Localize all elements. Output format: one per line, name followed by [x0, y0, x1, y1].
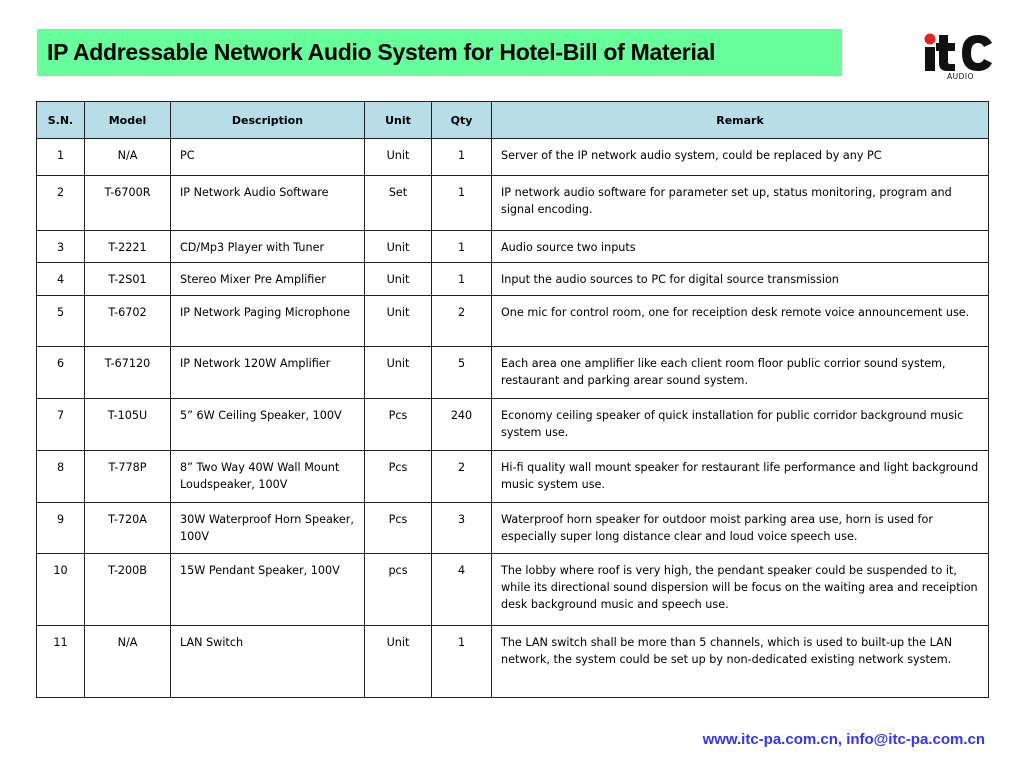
column-header-unit: Unit [365, 102, 432, 139]
model-cell: T-778P [85, 451, 171, 503]
sn-cell: 6 [37, 347, 85, 399]
table-row [37, 554, 989, 626]
table-row [37, 399, 989, 451]
column-header-sn: S.N. [37, 102, 85, 139]
logo-red-dot [925, 34, 936, 45]
column-header-description: Description [171, 102, 365, 139]
unit-cell: Pcs [365, 451, 432, 503]
table-header-row [37, 102, 989, 139]
qty-cell: 2 [432, 296, 492, 347]
sn-cell: 1 [37, 139, 85, 176]
sn-cell: 9 [37, 503, 85, 554]
description-cell: LAN Switch [171, 626, 365, 698]
unit-cell: Unit [365, 347, 432, 399]
table-row [37, 231, 989, 263]
description-cell: 5” 6W Ceiling Speaker, 100V [171, 399, 365, 451]
unit-cell: Unit [365, 263, 432, 296]
sn-cell: 2 [37, 176, 85, 231]
table-row [37, 503, 989, 554]
remark-cell: The LAN switch shall be more than 5 channels, which is used to built-up the LAN network, the system could be set up by non-dedicated existing network system. [492, 626, 989, 698]
description-cell: PC [171, 139, 365, 176]
unit-cell: Unit [365, 231, 432, 263]
description-cell: CD/Mp3 Player with Tuner [171, 231, 365, 263]
footer-contact: www.itc-pa.com.cn, info@itc-pa.com.cn [702, 731, 985, 748]
table-row [37, 263, 989, 296]
logo-audio-text: AUDIO [947, 72, 975, 81]
itc-audio-logo [922, 31, 994, 81]
table-row [37, 176, 989, 231]
model-cell: N/A [85, 139, 171, 176]
unit-cell: Pcs [365, 399, 432, 451]
qty-cell: 3 [432, 503, 492, 554]
unit-cell: Unit [365, 139, 432, 176]
unit-cell: Unit [365, 626, 432, 698]
table-row [37, 347, 989, 399]
model-cell: T-2S01 [85, 263, 171, 296]
qty-cell: 1 [432, 176, 492, 231]
description-cell: 8” Two Way 40W Wall Mount Loudspeaker, 100V [171, 451, 365, 503]
description-cell: IP Network Paging Microphone [171, 296, 365, 347]
table-row [37, 139, 989, 176]
description-cell: IP Network Audio Software [171, 176, 365, 231]
remark-cell: The lobby where roof is very high, the pendant speaker could be suspended to it, while its directional sound dispersion will be focus on the waiting area and receiption desk background music and speech use. [492, 554, 989, 626]
description-cell: 30W Waterproof Horn Speaker, 100V [171, 503, 365, 554]
qty-cell: 240 [432, 399, 492, 451]
description-cell: Stereo Mixer Pre Amplifier [171, 263, 365, 296]
remark-cell: Each area one amplifier like each client room floor public corrior sound system, restaurant and parking arear sound system. [492, 347, 989, 399]
bill-of-material-table [36, 101, 989, 698]
qty-cell: 2 [432, 451, 492, 503]
remark-cell: Audio source two inputs [492, 231, 989, 263]
unit-cell: Set [365, 176, 432, 231]
table-row [37, 451, 989, 503]
column-header-model: Model [85, 102, 171, 139]
qty-cell: 5 [432, 347, 492, 399]
qty-cell: 1 [432, 626, 492, 698]
page-title: IP Addressable Network Audio System for Hotel-Bill of Material [47, 39, 716, 65]
unit-cell: Pcs [365, 503, 432, 554]
sn-cell: 3 [37, 231, 85, 263]
model-cell: T-2221 [85, 231, 171, 263]
column-header-qty: Qty [432, 102, 492, 139]
model-cell: T-105U [85, 399, 171, 451]
model-cell: N/A [85, 626, 171, 698]
remark-cell: Waterproof horn speaker for outdoor moist parking area use, horn is used for especially super long distance clear and loud voice speech use. [492, 503, 989, 554]
remark-cell: One mic for control room, one for receiption desk remote voice announcement use. [492, 296, 989, 347]
qty-cell: 4 [432, 554, 492, 626]
column-header-remark: Remark [492, 102, 989, 139]
remark-cell: IP network audio software for parameter set up, status monitoring, program and signal encoding. [492, 176, 989, 231]
sn-cell: 11 [37, 626, 85, 698]
model-cell: T-67120 [85, 347, 171, 399]
sn-cell: 7 [37, 399, 85, 451]
model-cell: T-200B [85, 554, 171, 626]
sn-cell: 10 [37, 554, 85, 626]
sn-cell: 8 [37, 451, 85, 503]
qty-cell: 1 [432, 139, 492, 176]
remark-cell: Server of the IP network audio system, could be replaced by any PC [492, 139, 989, 176]
description-cell: IP Network 120W Amplifier [171, 347, 365, 399]
unit-cell: Unit [365, 296, 432, 347]
model-cell: T-720A [85, 503, 171, 554]
sn-cell: 5 [37, 296, 85, 347]
qty-cell: 1 [432, 263, 492, 296]
model-cell: T-6700R [85, 176, 171, 231]
title-banner [37, 29, 842, 76]
remark-cell: Economy ceiling speaker of quick installation for public corridor background music system use. [492, 399, 989, 451]
sn-cell: 4 [37, 263, 85, 296]
remark-cell: Hi-fi quality wall mount speaker for restaurant life performance and light background music system use. [492, 451, 989, 503]
unit-cell: pcs [365, 554, 432, 626]
qty-cell: 1 [432, 231, 492, 263]
description-cell: 15W Pendant Speaker, 100V [171, 554, 365, 626]
remark-cell: Input the audio sources to PC for digital source transmission [492, 263, 989, 296]
model-cell: T-6702 [85, 296, 171, 347]
table-row [37, 626, 989, 698]
table-row [37, 296, 989, 347]
